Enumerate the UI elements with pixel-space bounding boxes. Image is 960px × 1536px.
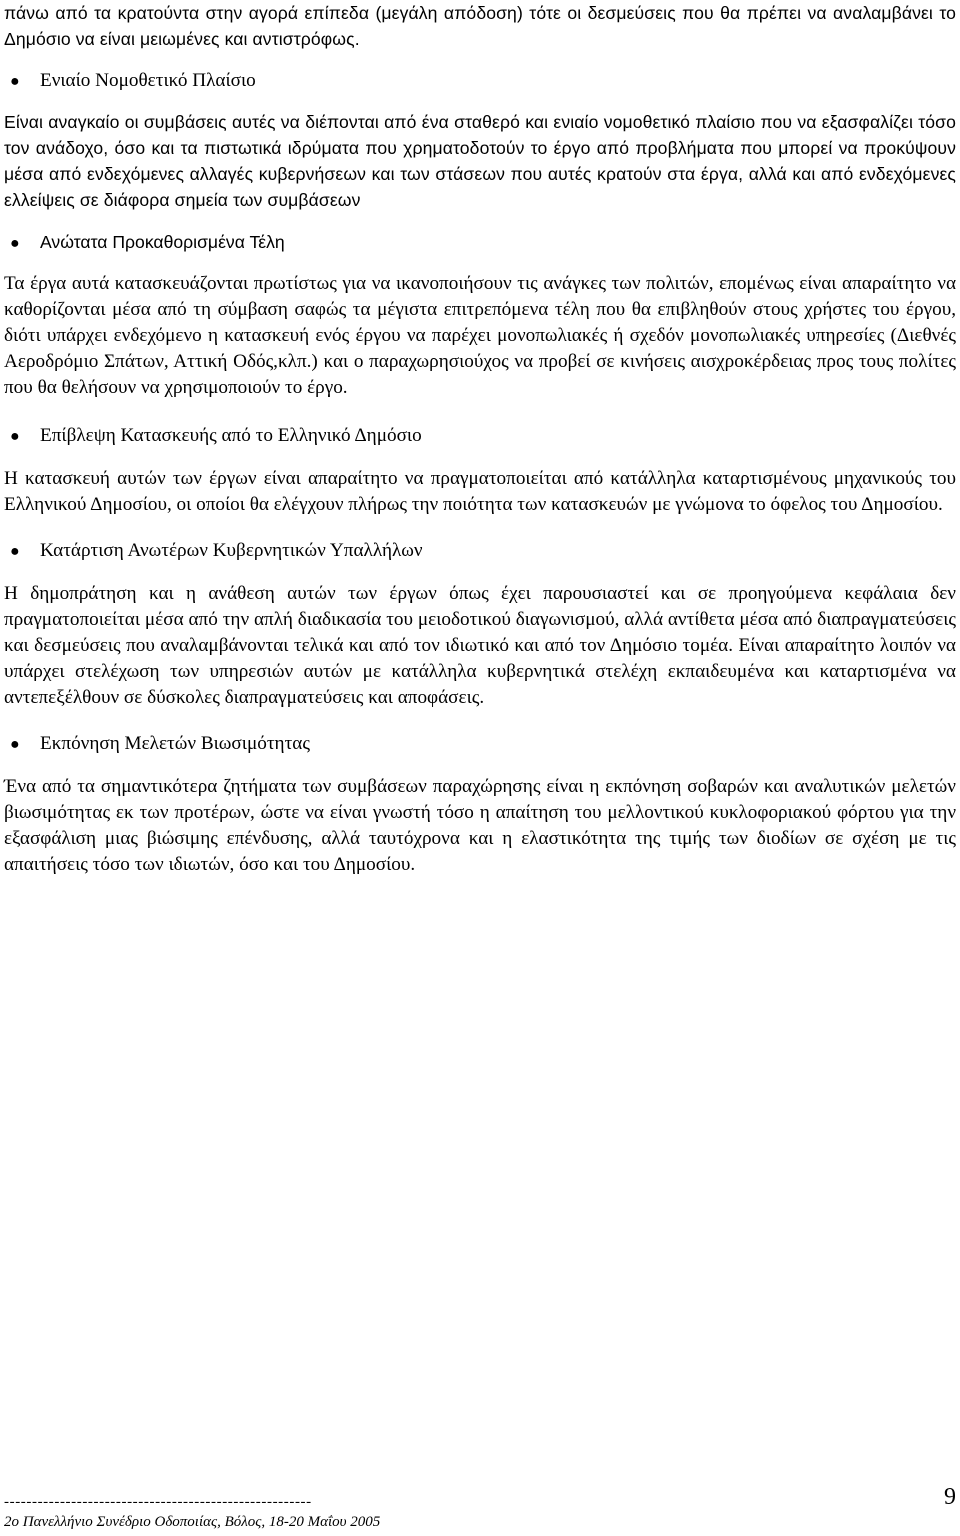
footer-rule: ------------------------------------------------------- [4, 1494, 312, 1510]
bullet-icon: ● [10, 736, 20, 753]
intro-paragraph: πάνω από τα κρατούντα στην αγορά επίπεδα (μεγάλη απόδοση) τότε οι δεσμεύσεις που θα πρέπει να αναλαμβάνει το Δημόσιο να είναι μειωμένες και αντιστρόφως. [4, 3, 956, 49]
section-heading-legal-framework [4, 68, 956, 95]
section-body-legal-framework: Είναι αναγκαίο οι συμβάσεις αυτές να διέπονται από ένα σταθερό και ενιαίο νομοθετικό πλαίσιο που να εξασφαλίζει τόσο τον ανάδοχο, όσο και τα πιστωτικά ιδρύματα που χρηματοδοτούν το έργο από προβλήματα που μπορεί να προκύψουν μέσα από ενδεχόμενες αλλαγές κυβερνήσεων και των στάσεων που αυτές κρατούν στα έργα, αλλά και από ενδεχόμενες ελλείψεις σε διάφορα σημεία των συμβάσεων [4, 112, 956, 210]
section-heading-feasibility [4, 731, 956, 758]
section-heading-training [4, 538, 956, 565]
section-heading-text: Ενιαίο Νομοθετικό Πλαίσιο [40, 70, 256, 91]
section-heading-text: Εκπόνηση Μελετών Βιωσιμότητας [40, 733, 310, 754]
section-heading-fees [4, 229, 956, 257]
bullet-icon: ● [10, 73, 20, 90]
section-body-supervision: Η κατασκευή αυτών των έργων είναι απαραίτητο να πραγματοποιείται από κατάλληλα καταρτισμένους μηχανικούς του Ελληνικού Δημοσίου, οι οποίοι θα ελέγχουν πλήρως την ποιότητα των κατασκευών με γνώμονα το όφελος του Δημοσίου. [4, 468, 956, 515]
bullet-icon: ● [10, 235, 20, 252]
section-heading-supervision [4, 423, 956, 450]
section-heading-text: Επίβλεψη Κατασκευής από το Ελληνικό Δημόσιο [40, 425, 422, 446]
section-heading-text: Ανώτατα Προκαθορισμένα Τέλη [40, 232, 285, 252]
page-number: 9 [944, 1484, 956, 1510]
section-body-feasibility: Ένα από τα σημαντικότερα ζητήματα των συμβάσεων παραχώρησης είναι η εκπόνηση σοβαρών και αναλυτικών μελετών βιωσιμότητας εκ των προτέρων, ώστε να είναι γνωστή τόσο η απαίτηση του μελλοντικού κυκλοφοριακού φόρτου για την εξασφάλιση μιας βιώσιμης επένδυσης, αλλά ταυτόχρονα και η ελαστικότητα της τιμής των διοδίων σε σχέση με τις απαιτήσεις τόσο των ιδιωτών, όσο και του Δημοσίου. [4, 776, 956, 875]
section-body-training: Η δημοπράτηση και η ανάθεση αυτών των έργων όπως έχει παρουσιαστεί και σε προηγούμενα κεφάλαια δεν πραγματοποιείται μέσα από την απλή διαδικασία του μειοδοτικού διαγωνισμού, αλλά αντίθετα μέσα από διαπραγματεύσεις και δεσμεύσεις που αναλαμβάνονται τελικά και από τον ιδιωτικό και από τον Δημόσιο τομέα. Είναι απαραίτητο λοιπόν να υπάρχει στελέχωση των υπηρεσιών αυτών με κατάλληλα κυβερνητικά στελέχη εκπαιδευμένα και καταρτισμένα να αντεπεξέλθουν σε δύσκολες διαπραγματεύσεις και αποφάσεις. [4, 583, 956, 708]
bullet-icon: ● [10, 543, 20, 560]
section-body-fees: Τα έργα αυτά κατασκευάζονται πρωτίστως για να ικανοποιήσουν τις ανάγκες των πολιτών, επομένως είναι απαραίτητο να καθορίζονται μέσα από τη σύμβαση σαφώς τα μέγιστα επιτρεπόμενα τέλη που θα επιβληθούν στους χρήστες του έργου, διότι υπάρχει ενδεχόμενο η κατασκευή ενός έργου να παρέχει μονοπωλιακές ή σχεδόν μονοπωλιακές υπηρεσίες (Διεθνές Αεροδρόμιο Σπάτων, Αττική Οδός,κλπ.) και ο παραχωρησιούχος να προβεί σε κινήσεις αισχροκέρδειας προς τους πολίτες που θα θελήσουν να χρησιμοποιούν το έργο. [4, 273, 956, 398]
bullet-icon: ● [10, 428, 20, 445]
footer-conference-text: 2ο Πανελλήνιο Συνέδριο Οδοποιίας, Βόλος, 18-20 Μαΐου 2005 [4, 1514, 381, 1530]
section-heading-text: Κατάρτιση Ανωτέρων Κυβερνητικών Υπαλλήλων [40, 540, 423, 561]
document-page [4, 0, 956, 878]
